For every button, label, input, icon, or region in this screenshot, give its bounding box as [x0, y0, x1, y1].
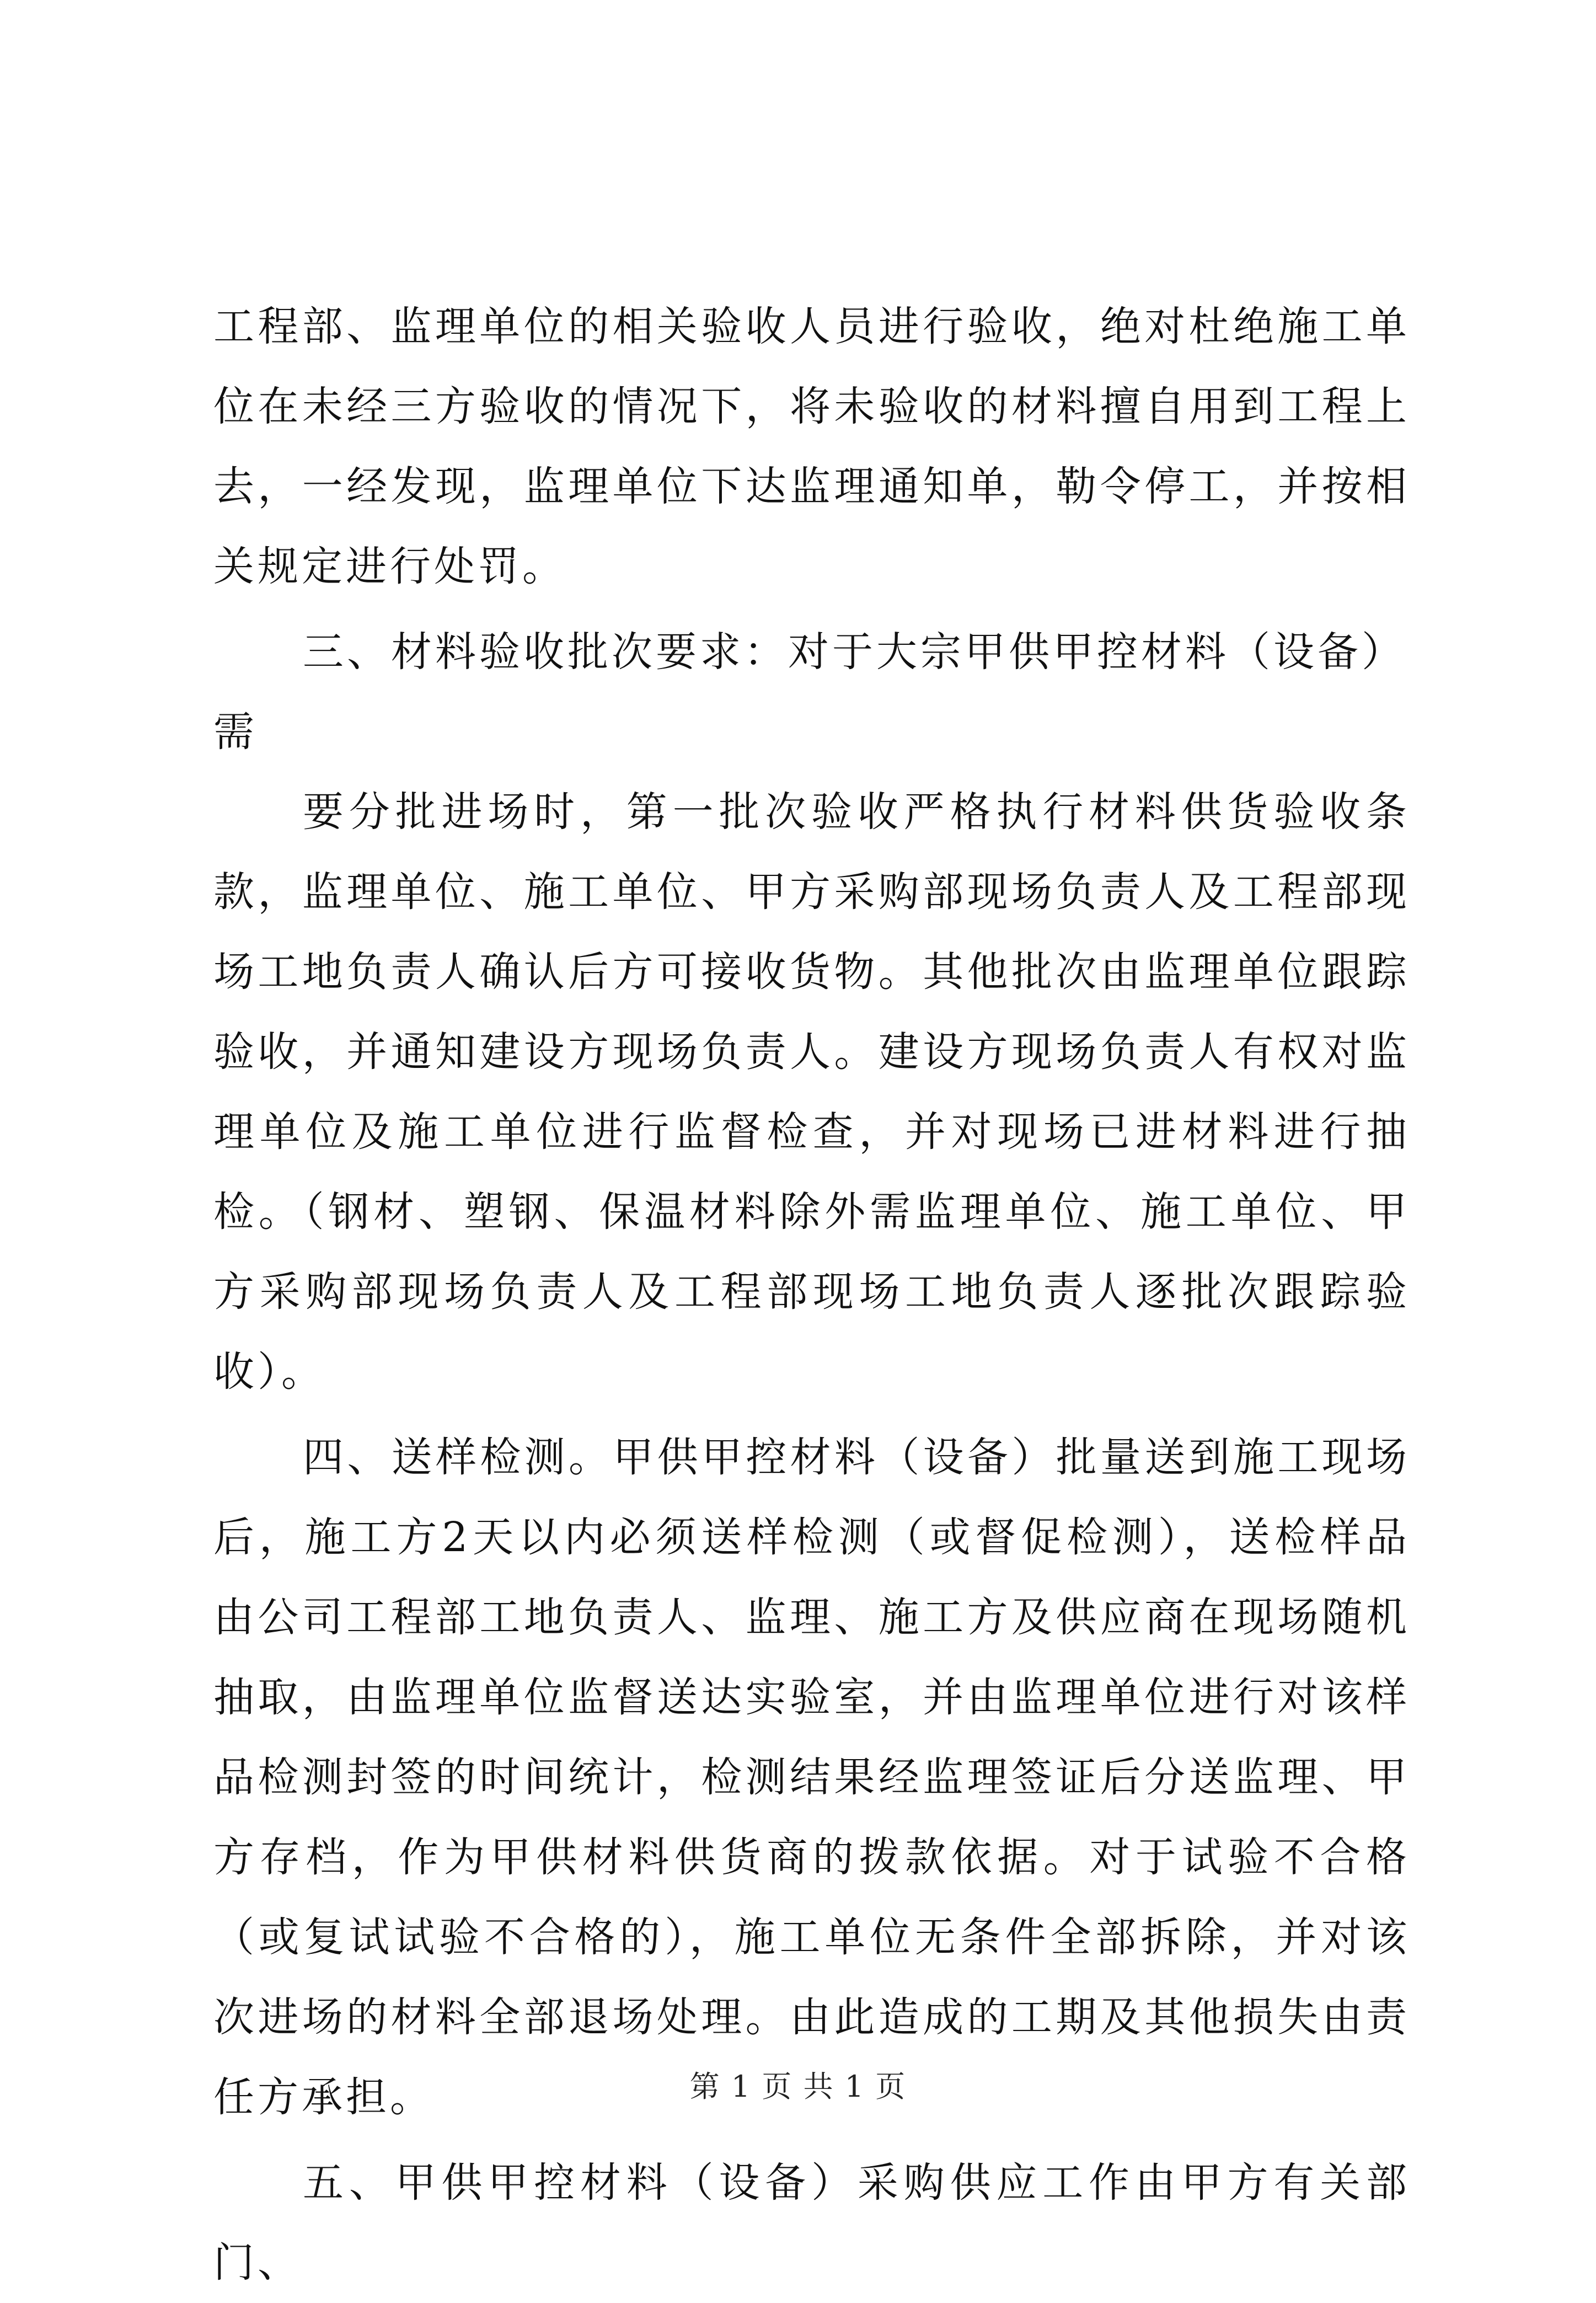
paragraph-section-three-heading: 三、材料验收批次要求：对于大宗甲供甲控材料（设备）需 — [213, 628, 1406, 756]
paragraph-continuation: 工程部、监理单位的相关验收人员进行验收，绝对杜绝施工单位在未经三方验收的情况下，将未验收的材料擅自用到工程上去，一经发现，监理单位下达监理通知单，勒令停工，并按相关规定进行处罚。 — [213, 303, 1410, 590]
paragraph-gap — [213, 607, 1410, 612]
paragraph-gap — [213, 2138, 1410, 2143]
paragraph-gap — [213, 1412, 1410, 1418]
paragraph-section-four: 四、送样检测。甲供甲控材料（设备）批量送到施工现场后，施工方2天以内必须送样检测（或督促检测），送检样品由公司工程部工地负责人、监理、施工方及供应商在现场随机抽取，由监理单位监督送达实验室，并由监理单位进行对该样品检测封签的时间统计，检测结果经监理签证后分送监理、甲方存档，作为甲供材料供货商的拨款依据。对于试验不合格（或复试试验不合格的），施工单位无条件全部拆除，并对该次进场的材料全部退场处理。由此造成的工期及其他损失由责任方承担。 — [213, 1434, 1410, 2121]
paragraph-section-three-body: 要分批进场时，第一批次验收严格执行材料供货验收条款，监理单位、施工单位、甲方采购部现场负责人及工程部现场工地负责人确认后方可接收货物。其他批次由监理单位跟踪验收，并通知建设方现场负责人。建设方现场负责人有权对监理单位及施工单位进行监督检查，并对现场已进材料进行抽检。（钢材、塑钢、保温材料除外需监理单位、施工单位、甲方采购部现场负责人及工程部现场工地负责人逐批次跟踪验收）。 — [213, 788, 1410, 1396]
page-footer: 第 1 页 共 1 页 — [689, 2069, 907, 2104]
paragraph-section-five: 五、甲供甲控材料（设备）采购供应工作由甲方有关部门、 — [213, 2159, 1410, 2286]
document-body — [213, 287, 1410, 2303]
